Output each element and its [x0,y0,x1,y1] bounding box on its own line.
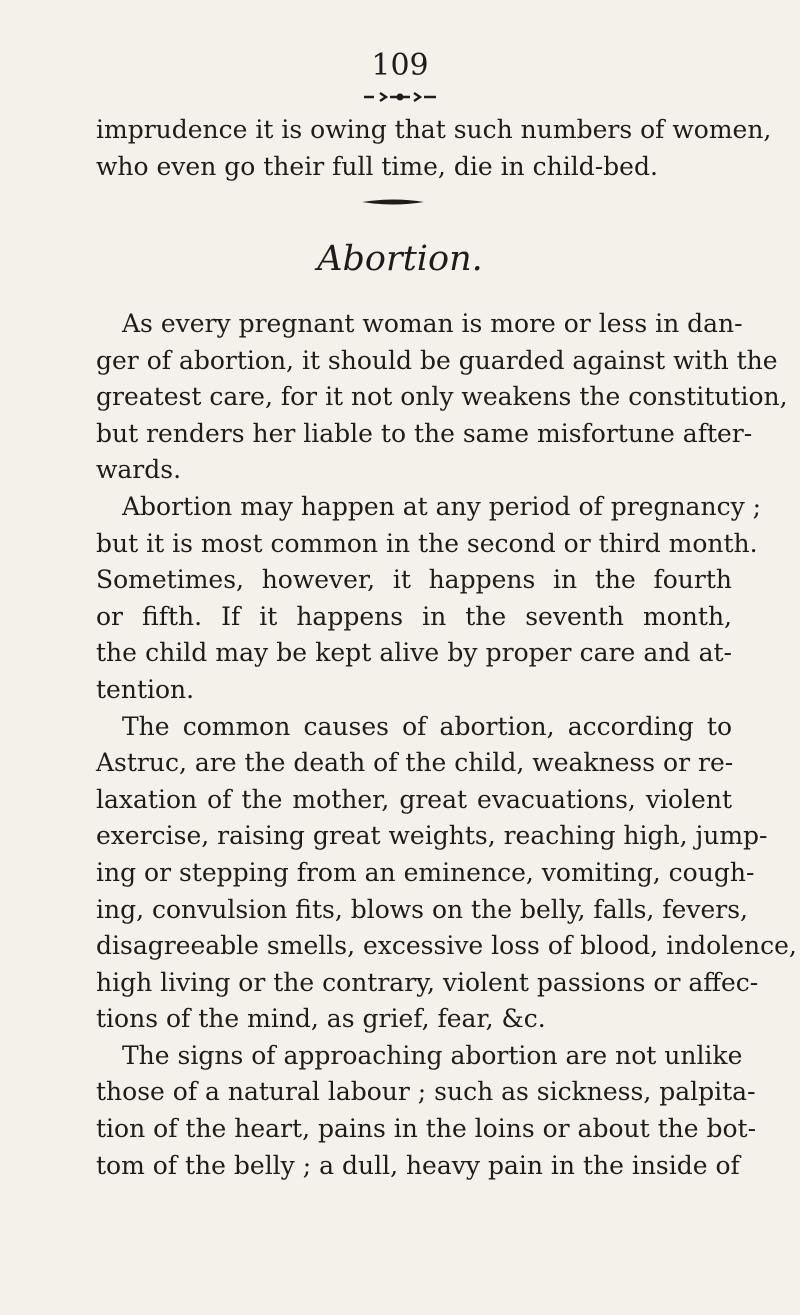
page-number: 109 [371,48,429,83]
text-line: ing or stepping from an eminence, vomiting, cough- [96,857,755,887]
section-heading: Abortion. [317,239,483,279]
text-line: those of a natural labour ; such as sickness, palpita- [96,1077,756,1107]
text-line: who even go their full time, die in child-bed. [96,151,658,181]
text-line: ing, convulsion fits, blows on the belly, falls, fevers, [96,894,749,924]
text-line: tion of the heart, pains in the loins or about the bot- [96,1114,757,1144]
ornament-icon [360,90,440,104]
text-line: ger of abortion, it should be guarded against with the [96,345,778,375]
section-divider [362,198,424,206]
text-line: The signs of approaching abortion are not unlike [122,1040,743,1070]
text-line: but it is most common in the second or third month. [96,528,758,558]
paragraph [96,489,762,709]
text-line: tions of the mind, as grief, fear, &c. [96,1004,546,1034]
text-line: As every pregnant woman is more or less in dan- [122,309,743,338]
text-line: but renders her liable to the same misfortune after- [96,418,753,448]
text-line: exercise, raising great weights, reaching high, jump- [96,821,768,851]
text-line: or fifth. If it happens in the seventh month, [96,601,732,631]
text-line: tention. [96,674,195,704]
paragraph [96,306,788,489]
text-line: Astruc, are the death of the child, weakness or re- [96,748,734,778]
section-body [96,306,797,1184]
text-line: Sometimes, however, it happens in the fourth [96,565,732,595]
text-line: Abortion may happen at any period of pregnancy ; [122,491,762,521]
paragraph [96,1038,757,1184]
text-line: disagreeable smells, excessive loss of blood, indolence, [96,931,797,961]
top-paragraph [96,112,772,185]
text-line: tom of the belly ; a dull, heavy pain in the inside of [96,1150,740,1180]
text-line: laxation of the mother, great evacuations, violent [96,784,732,814]
text-line: wards. [96,455,182,485]
text-line: the child may be kept alive by proper care and at- [96,638,732,668]
text-line: high living or the contrary, violent passions or affec- [96,967,759,997]
paragraph [96,709,797,1038]
text-line: imprudence it is owing that such numbers of women, [96,115,772,144]
text-line: greatest care, for it not only weakens the constitution, [96,382,788,412]
text-line: The common causes of abortion, according to [122,711,732,741]
